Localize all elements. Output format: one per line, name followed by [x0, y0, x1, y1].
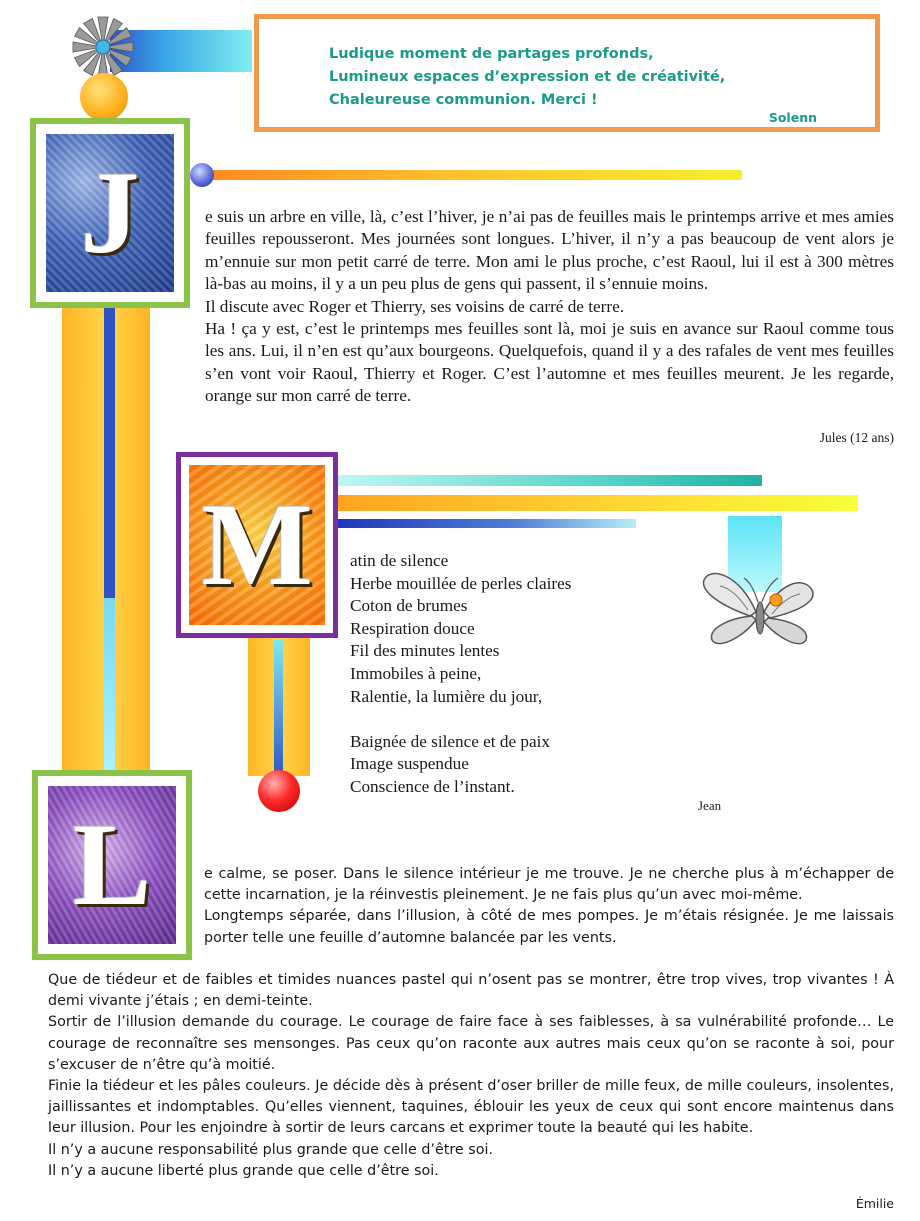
paragraph: e calme, se poser. Dans le silence intérieur je me trouve. Je ne cherche plus à m’échapper de cette incarnation, je la réinvestis pleinement. Je ne fais plus qu’un avec moi-même. — [204, 866, 894, 904]
emilie-text-bottom — [48, 970, 894, 1182]
initial-letter-j-frame — [30, 118, 190, 308]
orange-ball-ornament — [80, 73, 128, 121]
poem-line: Immobiles à peine, — [350, 663, 482, 683]
decorative-bar-teal — [336, 475, 762, 486]
poem-line: Respiration douce — [350, 618, 475, 638]
emilie-text-top — [204, 864, 894, 949]
decorative-stripe-blue — [104, 308, 115, 598]
red-ball-ornament — [258, 770, 300, 812]
jules-text — [205, 206, 894, 408]
initial-letter-j: J — [80, 147, 140, 278]
quote-author: Solenn — [768, 110, 817, 125]
paragraph: Sortir de l’illusion demande du courage. Le courage de faire face à ses faiblesses, à sa vulnérabilité profonde… Le courage de reconnaître ses mensonges. Pas ceux qu’on raconte aux autres mais ceux qu’on se raconte à soi, pour s’excuser de n’être qu’à moitié. — [48, 1014, 894, 1073]
initial-letter-j-image — [46, 134, 174, 292]
decorative-bar-blue — [336, 519, 636, 528]
flower-ornament-icon — [68, 12, 138, 82]
paragraph: Finie la tiédeur et les pâles couleurs. Je décide dès à présent d’oser briller de mille feux, de mille couleurs, insolentes, jaillissantes et indomptables. Qu’elles viennent, taquines, éblouir les yeux de ceux qui sont encore maintenus dans leur illusion. Pour les enjoindre à sortir de leurs carcans et exprimer toute la beauté qui les habite. — [48, 1078, 894, 1137]
quote-text — [329, 43, 725, 112]
poem-line: Herbe mouillée de perles claires — [350, 573, 572, 593]
initial-letter-l-image — [48, 786, 176, 944]
poem-line: Coton de brumes — [350, 596, 468, 616]
poem-line: Ralentie, la lumière du jour, — [350, 686, 543, 706]
jean-poem — [350, 550, 571, 799]
quote-line: Chaleureuse communion. Merci ! — [329, 92, 598, 108]
paragraph: Longtemps séparée, dans l’illusion, à côté de mes pompes. Je m’étais résignée. Je me laissais porter telle une feuille d’automne balancée par les vents. — [204, 908, 894, 946]
paragraph: Ha ! ça y est, c’est le printemps mes feuilles sont là, moi je suis en avance sur Raoul comme tous les ans. Lui, il n’en est qu’aux bourgeons. Quelquefois, quand il y a des rafales de vent mes feuilles s’en vont voir Raoul, Thierry et Roger. C’est l’automne et mes feuilles meurent. Je les regarde, orange sur mon carré de terre. — [205, 319, 894, 406]
decorative-rule-orange — [212, 170, 742, 180]
jules-author: Jules (12 ans) — [819, 430, 894, 445]
initial-letter-m: M — [201, 479, 313, 610]
decorative-stripe-cyan — [104, 598, 115, 774]
blue-ball-ornament — [190, 163, 214, 187]
paragraph: Il discute avec Roger et Thierry, ses voisins de carré de terre. — [205, 296, 625, 316]
initial-letter-l-frame — [32, 770, 192, 960]
poem-line: atin de silence — [350, 551, 449, 570]
decorative-bar-yellow — [336, 495, 858, 511]
initial-letter-m-frame — [176, 452, 338, 638]
paragraph: Il n’y a aucune liberté plus grande que celle d’être soi. — [48, 1162, 439, 1179]
paragraph: Que de tiédeur et de faibles et timides nuances pastel qui n’osent pas se montrer, être trop vives, trop vivantes ! À demi vivante j’étais ; en demi-teinte. — [48, 972, 894, 1010]
decorative-stripe-middle — [274, 640, 283, 780]
poem-line: Conscience de l’instant. — [350, 776, 515, 796]
poem-line: Baignée de silence et de paix — [350, 731, 550, 751]
butterfly-icon — [700, 566, 822, 650]
initial-letter-l: L — [72, 799, 152, 930]
quote-box — [254, 14, 880, 132]
poem-line: Image suspendue — [350, 754, 469, 774]
poem-line — [350, 708, 571, 731]
paragraph: Il n’y a aucune responsabilité plus grande que celle d’être soi. — [48, 1141, 493, 1158]
jean-author: Jean — [698, 798, 722, 813]
initial-letter-m-image — [189, 465, 325, 625]
quote-line: Lumineux espaces d’expression et de créativité, — [329, 69, 726, 85]
quote-line: Ludique moment de partages profonds, — [329, 46, 654, 62]
poem-line: Fil des minutes lentes — [350, 641, 500, 661]
emilie-author: Émilie — [855, 1196, 894, 1211]
paragraph: e suis un arbre en ville, là, c’est l’hiver, je n’ai pas de feuilles mais le printemps arrive et mes amies feuilles repousseront. Mes journées sont longues. L’hiver, il n’y a pas beaucoup de vent alors je m’ennuie sur mon petit carré de terre. Mon ami le plus proche, c’est Raoul, lui il est à 300 mètres là-bas au moins, il y a un peu plus de gens qui passent, il s’ennuie moins. — [205, 207, 894, 294]
